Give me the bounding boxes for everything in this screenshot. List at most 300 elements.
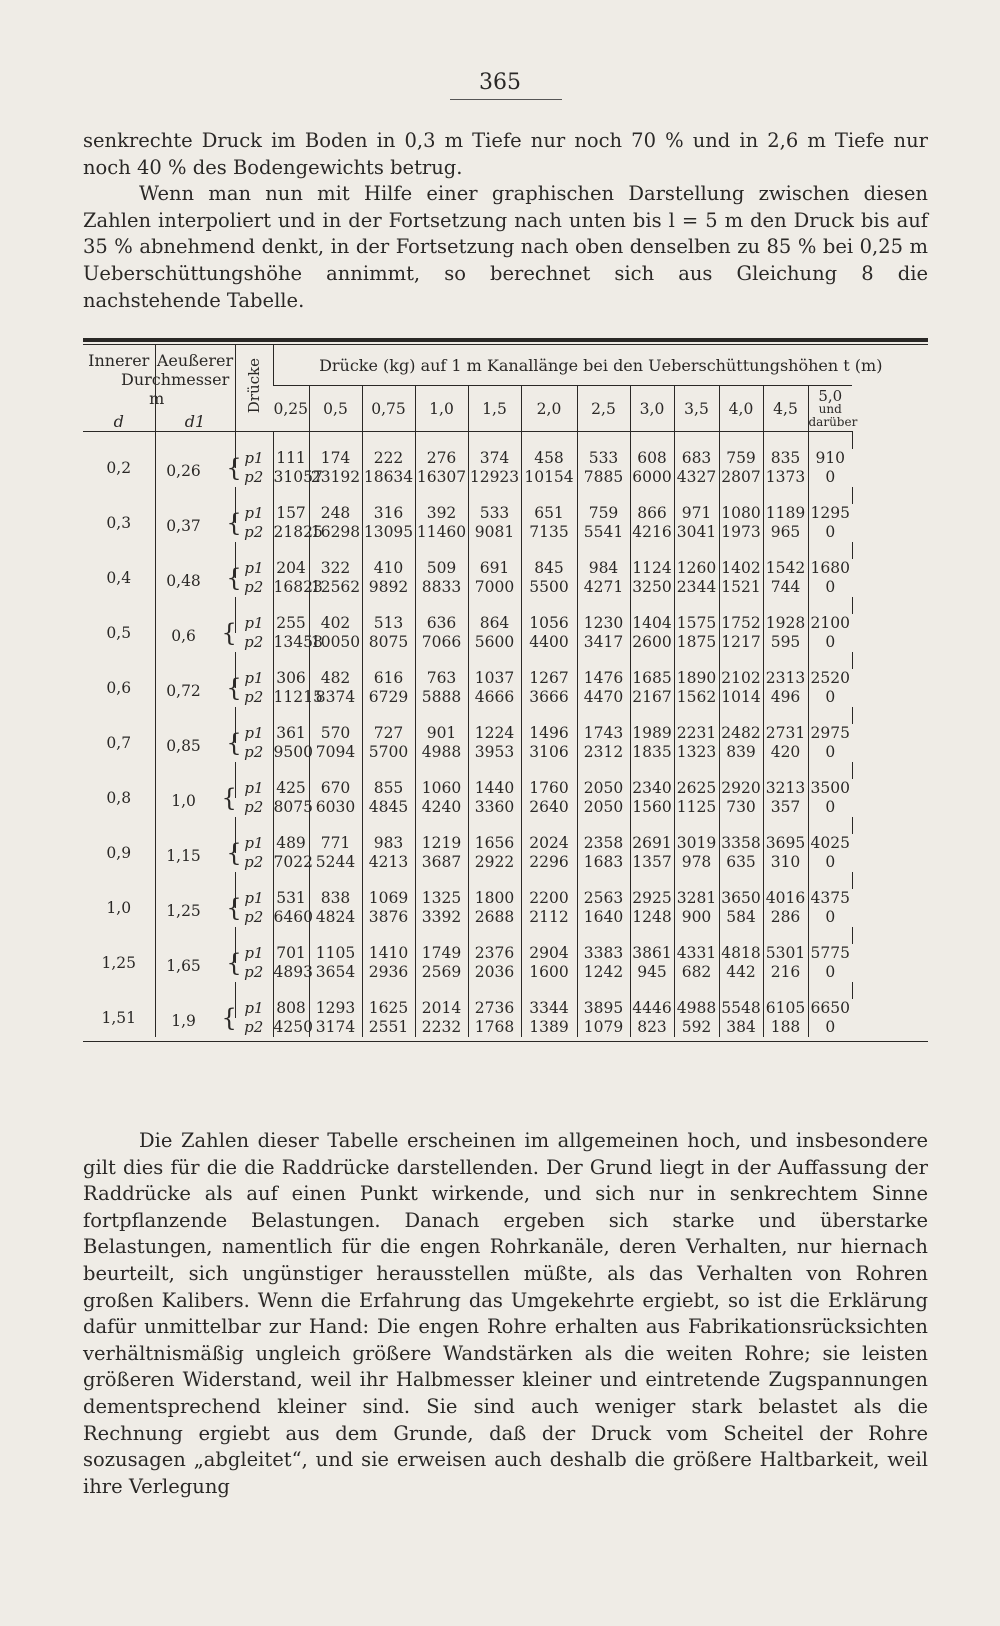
pressure-type-label: p1 <box>235 834 273 853</box>
header-druecke-label: Drücke <box>245 358 263 414</box>
gap-cell <box>630 542 674 559</box>
value-cell: 13458 <box>273 633 323 651</box>
pressure-type-label: p2 <box>244 633 264 651</box>
gap-cell <box>155 487 235 504</box>
gap-cell <box>763 542 808 559</box>
table-row-p1 <box>83 999 928 1018</box>
value-cell: 1625 <box>362 999 415 1018</box>
gap-cell <box>852 652 928 669</box>
gap-cell <box>362 762 415 779</box>
value-cell: 2520 <box>808 669 852 688</box>
gap-cell <box>852 707 928 724</box>
gap-cell <box>577 652 630 669</box>
outer-diameter-value: 0,48 <box>166 571 201 590</box>
table-gap-row <box>83 707 928 724</box>
value-cell: 4216 <box>630 523 674 542</box>
outer-diameter-value: 1,0 <box>171 791 196 810</box>
value-cell: 4331 <box>674 944 719 963</box>
table-top-rule-thick <box>83 338 928 342</box>
value-cell: 442 <box>719 963 763 982</box>
header-span-heights: Drücke (kg) auf 1 m Kanallänge bei den Ueberschüttungshöhen t (m) <box>273 345 928 386</box>
gap-cell <box>577 927 630 944</box>
gap-cell <box>309 487 362 504</box>
closing-text <box>83 1128 928 1500</box>
gap-cell <box>630 817 674 834</box>
value-cell: 1835 <box>630 743 674 762</box>
value-cell: 18634 <box>363 468 414 486</box>
header-height: 0,75 <box>362 386 415 432</box>
pressure-type-label: p2 <box>244 468 264 486</box>
inner-diameter-cell: 0,2 <box>106 458 132 477</box>
gap-cell <box>235 432 273 450</box>
value-cell: 11215 <box>273 688 323 706</box>
gap-cell <box>808 487 852 504</box>
gap-cell <box>415 432 468 450</box>
value-cell: 2482 <box>719 724 763 743</box>
gap-cell <box>235 927 273 944</box>
value-cell: 4845 <box>362 798 415 817</box>
value-cell: 978 <box>674 853 719 872</box>
gap-cell <box>630 707 674 724</box>
gap-cell <box>83 487 155 504</box>
value-cell: 2102 <box>719 669 763 688</box>
value-cell: 2112 <box>521 908 577 927</box>
intro-text <box>83 128 928 314</box>
gap-cell <box>415 597 468 614</box>
value-cell: 3654 <box>309 963 362 982</box>
value-cell: 5500 <box>521 578 577 597</box>
value-cell: 5301 <box>763 944 808 963</box>
value-cell: 4446 <box>630 999 674 1018</box>
value-cell: 2312 <box>577 743 630 762</box>
outer-diameter-cell <box>155 999 235 1037</box>
value-cell: 157 <box>273 504 309 523</box>
value-cell: 4988 <box>415 743 468 762</box>
brace-icon: { <box>218 838 242 867</box>
header-height: 1,5 <box>468 386 521 432</box>
header-height: 3,5 <box>674 386 719 432</box>
table-row-p1 <box>83 724 928 743</box>
gap-cell <box>273 872 309 889</box>
value-cell: 2625 <box>674 779 719 798</box>
value-cell: 1224 <box>468 724 521 743</box>
gap-cell <box>852 432 928 450</box>
gap-cell <box>763 817 808 834</box>
value-cell: 8374 <box>309 688 362 707</box>
value-cell: 1973 <box>719 523 763 542</box>
pressure-type-label: p1 <box>235 944 273 963</box>
gap-cell <box>808 597 852 614</box>
pressure-type-label: p1 <box>235 614 273 633</box>
gap-cell <box>468 817 521 834</box>
outer-diameter-value: 0,72 <box>166 681 201 700</box>
gap-cell <box>630 652 674 669</box>
value-cell: 763 <box>415 669 468 688</box>
table-header <box>83 345 928 432</box>
value-cell: 9892 <box>362 578 415 597</box>
gap-cell <box>273 597 309 614</box>
gap-cell <box>468 652 521 669</box>
value-cell: 3383 <box>577 944 630 963</box>
value-cell: 1656 <box>468 834 521 853</box>
value-cell: 3392 <box>415 908 468 927</box>
value-cell: 286 <box>763 908 808 927</box>
gap-cell <box>235 872 273 889</box>
gap-cell <box>674 707 719 724</box>
brace-icon: { <box>218 673 242 702</box>
value-cell: 316 <box>362 504 415 523</box>
value-cell: 1683 <box>577 853 630 872</box>
value-cell: 2731 <box>763 724 808 743</box>
table-row-p1 <box>83 449 928 468</box>
value-cell: 533 <box>468 504 521 523</box>
table-gap-row <box>83 817 928 834</box>
value-cell: 458 <box>521 449 577 468</box>
header-height: 3,0 <box>630 386 674 432</box>
brace-icon: { <box>218 563 242 592</box>
value-cell: 2975 <box>808 724 852 743</box>
gap-cell <box>521 872 577 889</box>
table-gap-row <box>83 762 928 779</box>
brace-icon: { <box>218 728 242 757</box>
outer-diameter-cell <box>155 834 242 872</box>
gap-cell <box>521 927 577 944</box>
value-cell: 608 <box>630 449 674 468</box>
value-cell: 4240 <box>415 798 468 817</box>
table-row-p1 <box>83 944 928 963</box>
value-cell: 2691 <box>630 834 674 853</box>
value-cell: 482 <box>309 669 362 688</box>
gap-cell <box>83 652 155 669</box>
value-cell: 2050 <box>577 779 630 798</box>
value-cell: 3041 <box>674 523 719 542</box>
gap-cell <box>273 927 309 944</box>
table-gap-row <box>83 487 928 504</box>
gap-cell <box>273 542 309 559</box>
gap-cell <box>235 652 273 669</box>
inner-diameter-cell: 0,5 <box>106 623 132 642</box>
gap-cell <box>415 762 468 779</box>
pressure-type-label: p2 <box>244 908 264 926</box>
gap-cell <box>577 872 630 889</box>
value-cell: 0 <box>808 688 852 707</box>
value-cell: 1680 <box>808 559 852 578</box>
gap-cell <box>719 982 763 999</box>
value-cell: 8075 <box>362 633 415 652</box>
value-cell: 910 <box>808 449 852 468</box>
gap-cell <box>808 707 852 724</box>
value-cell: 5700 <box>362 743 415 762</box>
gap-cell <box>521 652 577 669</box>
gap-cell <box>630 872 674 889</box>
value-cell: 0 <box>808 798 852 817</box>
value-cell: 1267 <box>521 669 577 688</box>
value-cell: 21825 <box>273 523 323 541</box>
value-cell: 808 <box>273 999 309 1018</box>
gap-cell <box>235 597 273 614</box>
value-cell: 5600 <box>468 633 521 652</box>
gap-cell <box>577 597 630 614</box>
value-cell: 4327 <box>674 468 719 487</box>
value-cell: 1875 <box>674 633 719 652</box>
gap-cell <box>468 542 521 559</box>
gap-cell <box>468 762 521 779</box>
outer-diameter-cell <box>155 669 242 707</box>
value-cell: 4400 <box>521 633 577 652</box>
outer-diameter-cell <box>155 614 235 652</box>
gap-cell <box>235 542 273 559</box>
gap-cell <box>468 707 521 724</box>
value-cell: 3250 <box>630 578 674 597</box>
intro-paragraph-2: Wenn man nun mit Hilfe einer graphischen Darstellung zwischen diesen Zahlen interpoliert und in der Fortsetzung nach unten bis l = 5 m den Druck bis auf 35 % abnehmend denkt, in der Fortsetzung nach oben denselben zu 85 % bei 0,25 m Ueberschüttungshöhe annimmt, so berechnet sich aus Gleichung 8 die nachstehende Tabelle. <box>83 182 928 312</box>
pressure-type-label: p2 <box>244 1018 264 1036</box>
gap-cell <box>852 487 928 504</box>
value-cell: 188 <box>763 1018 808 1037</box>
pressure-type-label: p1 <box>235 559 273 578</box>
value-cell: 2736 <box>468 999 521 1018</box>
gap-cell <box>719 707 763 724</box>
value-cell: 2569 <box>415 963 468 982</box>
value-cell: 513 <box>362 614 415 633</box>
value-cell: 1768 <box>468 1018 521 1037</box>
gap-cell <box>577 982 630 999</box>
value-cell: 1217 <box>719 633 763 652</box>
gap-cell <box>852 982 928 999</box>
value-cell: 2358 <box>577 834 630 853</box>
value-cell: 595 <box>763 633 808 652</box>
value-cell: 2640 <box>521 798 577 817</box>
value-cell: 900 <box>674 908 719 927</box>
header-durchmesser-label: Durchmesser <box>121 370 230 389</box>
value-cell: 306 <box>273 669 309 688</box>
value-cell: 1389 <box>521 1018 577 1037</box>
gap-cell <box>83 432 155 450</box>
outer-diameter-cell <box>155 504 242 542</box>
value-cell: 6000 <box>630 468 674 487</box>
value-cell: 4213 <box>362 853 415 872</box>
value-cell: 1079 <box>577 1018 630 1037</box>
header-druecke-vertical <box>235 345 273 432</box>
value-cell: 3695 <box>763 834 808 853</box>
value-cell: 866 <box>630 504 674 523</box>
outer-diameter-cell <box>155 724 242 762</box>
value-cell: 3213 <box>763 779 808 798</box>
gap-cell <box>415 542 468 559</box>
value-cell: 845 <box>521 559 577 578</box>
gap-cell <box>468 432 521 450</box>
table-gap-row <box>83 652 928 669</box>
pressure-type-label: p2 <box>244 743 264 761</box>
gap-cell <box>362 652 415 669</box>
header-height-last <box>808 386 858 432</box>
gap-cell <box>719 432 763 450</box>
gap-cell <box>362 707 415 724</box>
table-gap-row <box>83 872 928 889</box>
value-cell: 3650 <box>719 889 763 908</box>
table-row-p1 <box>83 779 928 798</box>
gap-cell <box>155 432 235 450</box>
gap-cell <box>630 597 674 614</box>
gap-cell <box>808 432 852 450</box>
value-cell: 3953 <box>468 743 521 762</box>
value-cell: 7885 <box>577 468 630 487</box>
value-cell: 2313 <box>763 669 808 688</box>
brace-icon: { <box>213 1003 237 1032</box>
value-cell: 0 <box>808 523 852 542</box>
header-unit-label: m <box>149 389 165 408</box>
inner-diameter-cell: 0,3 <box>106 513 132 532</box>
value-cell: 759 <box>719 449 763 468</box>
gap-cell <box>521 982 577 999</box>
brace-icon: { <box>218 508 242 537</box>
gap-cell <box>763 432 808 450</box>
value-cell: 4025 <box>808 834 852 853</box>
value-cell: 6729 <box>362 688 415 707</box>
gap-cell <box>521 487 577 504</box>
value-cell: 864 <box>468 614 521 633</box>
value-cell: 945 <box>630 963 674 982</box>
value-cell: 4250 <box>273 1018 313 1036</box>
value-cell: 701 <box>273 944 309 963</box>
gap-cell <box>235 762 273 779</box>
value-cell: 4824 <box>309 908 362 927</box>
value-cell: 374 <box>468 449 521 468</box>
gap-cell <box>309 762 362 779</box>
value-cell: 1189 <box>763 504 808 523</box>
value-cell: 855 <box>362 779 415 798</box>
value-cell: 9081 <box>468 523 521 542</box>
value-cell: 759 <box>577 504 630 523</box>
value-cell: 2936 <box>362 963 415 982</box>
gap-cell <box>852 542 928 559</box>
gap-cell <box>415 652 468 669</box>
value-cell: 8075 <box>273 798 313 816</box>
header-outer-label: Aeußerer <box>156 351 234 370</box>
value-cell: 901 <box>415 724 468 743</box>
gap-cell <box>521 542 577 559</box>
value-cell: 0 <box>808 963 852 982</box>
gap-cell <box>415 707 468 724</box>
table-row-p1 <box>83 889 928 908</box>
gap-cell <box>309 982 362 999</box>
value-cell: 1260 <box>674 559 719 578</box>
value-cell: 1105 <box>309 944 362 963</box>
value-cell: 730 <box>719 798 763 817</box>
value-cell: 5541 <box>577 523 630 542</box>
value-cell: 835 <box>763 449 808 468</box>
value-cell: 2050 <box>577 798 630 817</box>
value-cell: 489 <box>273 834 309 853</box>
outer-diameter-cell <box>155 944 242 982</box>
gap-cell <box>273 817 309 834</box>
table-row-p1 <box>83 834 928 853</box>
gap-cell <box>235 707 273 724</box>
value-cell: 1890 <box>674 669 719 688</box>
header-height: 1,0 <box>415 386 468 432</box>
value-cell: 2344 <box>674 578 719 597</box>
value-cell: 410 <box>362 559 415 578</box>
value-cell: 771 <box>309 834 362 853</box>
gap-cell <box>577 817 630 834</box>
gap-cell <box>521 432 577 450</box>
value-cell: 570 <box>309 724 362 743</box>
value-cell: 1600 <box>521 963 577 982</box>
value-cell: 2100 <box>808 614 852 633</box>
gap-cell <box>155 982 235 999</box>
gap-cell <box>852 762 928 779</box>
value-cell: 2024 <box>521 834 577 853</box>
gap-cell <box>155 872 235 889</box>
value-cell: 5888 <box>415 688 468 707</box>
value-cell: 10050 <box>310 633 361 651</box>
table-gap-row <box>83 542 928 559</box>
value-cell: 1230 <box>577 614 630 633</box>
outer-diameter-value: 0,37 <box>166 516 201 535</box>
value-cell: 0 <box>808 908 852 927</box>
value-cell: 727 <box>362 724 415 743</box>
gap-cell <box>808 652 852 669</box>
gap-cell <box>155 542 235 559</box>
value-cell: 2167 <box>630 688 674 707</box>
gap-cell <box>235 982 273 999</box>
value-cell: 1402 <box>719 559 763 578</box>
header-height: 0,5 <box>309 386 362 432</box>
value-cell: 983 <box>362 834 415 853</box>
value-cell: 3344 <box>521 999 577 1018</box>
gap-cell <box>83 982 155 999</box>
value-cell: 255 <box>273 614 309 633</box>
gap-cell <box>674 597 719 614</box>
pressure-type-label: p2 <box>244 798 264 816</box>
value-cell: 248 <box>309 504 362 523</box>
outer-diameter-value: 0,6 <box>171 626 196 645</box>
gap-cell <box>630 432 674 450</box>
value-cell: 7066 <box>415 633 468 652</box>
value-cell: 1080 <box>719 504 763 523</box>
header-height: 4,5 <box>763 386 808 432</box>
gap-cell <box>273 762 309 779</box>
value-cell: 4375 <box>808 889 852 908</box>
closing-paragraph: Die Zahlen dieser Tabelle erscheinen im allgemeinen hoch, und insbesondere gilt dies für die die Raddrücke darstellenden. Der Grund liegt in der Auffassung der Raddrücke als auf einen Punkt wirkende, und sich nur in senkrechtem Sinne fortpflanzende Belastungen. Danach ergeben sich starke und überstarke Belastungen, namentlich für die engen Rohrkanäle, deren Verhalten, nur hiernach beurteilt, sich ungünstiger herausstellen müßte, als das Verhalten von Rohren großen Kalibers. Wenn die Erfahrung das Umgekehrte ergiebt, so ist die Erklärung dafür unmittelbar zur Hand: Die engen Rohre erhalten aus Fabrikationsrücksichten verhältnismäßig ungleich größere Wandstärken als die weiten Rohre; sie leisten größeren Widerstand, weil ihr Halbmesser kleiner und eintretende Zugspannungen dementsprechend kleiner sind. Sie sind auch weniger stark belastet als die Rechnung ergiebt aus dem Grunde, daß der Druck vom Scheitel der Rohre sozusagen „abgleitet“, und sie erweisen auch deshalb die größere Haltbarkeit, weil ihre Verlegung <box>83 1129 928 1498</box>
gap-cell <box>763 872 808 889</box>
value-cell: 533 <box>577 449 630 468</box>
gap-cell <box>83 597 155 614</box>
gap-cell <box>362 487 415 504</box>
pressure-type-label: p1 <box>235 669 273 688</box>
gap-cell <box>577 432 630 450</box>
outer-diameter-cell <box>155 889 242 927</box>
table-row-p1 <box>83 614 928 633</box>
value-cell: 2807 <box>719 468 763 487</box>
value-cell: 7022 <box>273 853 313 871</box>
gap-cell <box>674 927 719 944</box>
value-cell: 531 <box>273 889 309 908</box>
value-cell: 0 <box>808 1018 852 1037</box>
gap-cell <box>852 817 928 834</box>
value-cell: 635 <box>719 853 763 872</box>
gap-cell <box>468 982 521 999</box>
value-cell: 6105 <box>763 999 808 1018</box>
value-cell: 683 <box>674 449 719 468</box>
value-cell: 1521 <box>719 578 763 597</box>
gap-cell <box>309 707 362 724</box>
value-cell: 2600 <box>630 633 674 652</box>
pressure-type-label: p2 <box>244 523 264 541</box>
value-cell: 3106 <box>521 743 577 762</box>
gap-cell <box>852 597 928 614</box>
gap-cell <box>763 927 808 944</box>
value-cell: 1440 <box>468 779 521 798</box>
